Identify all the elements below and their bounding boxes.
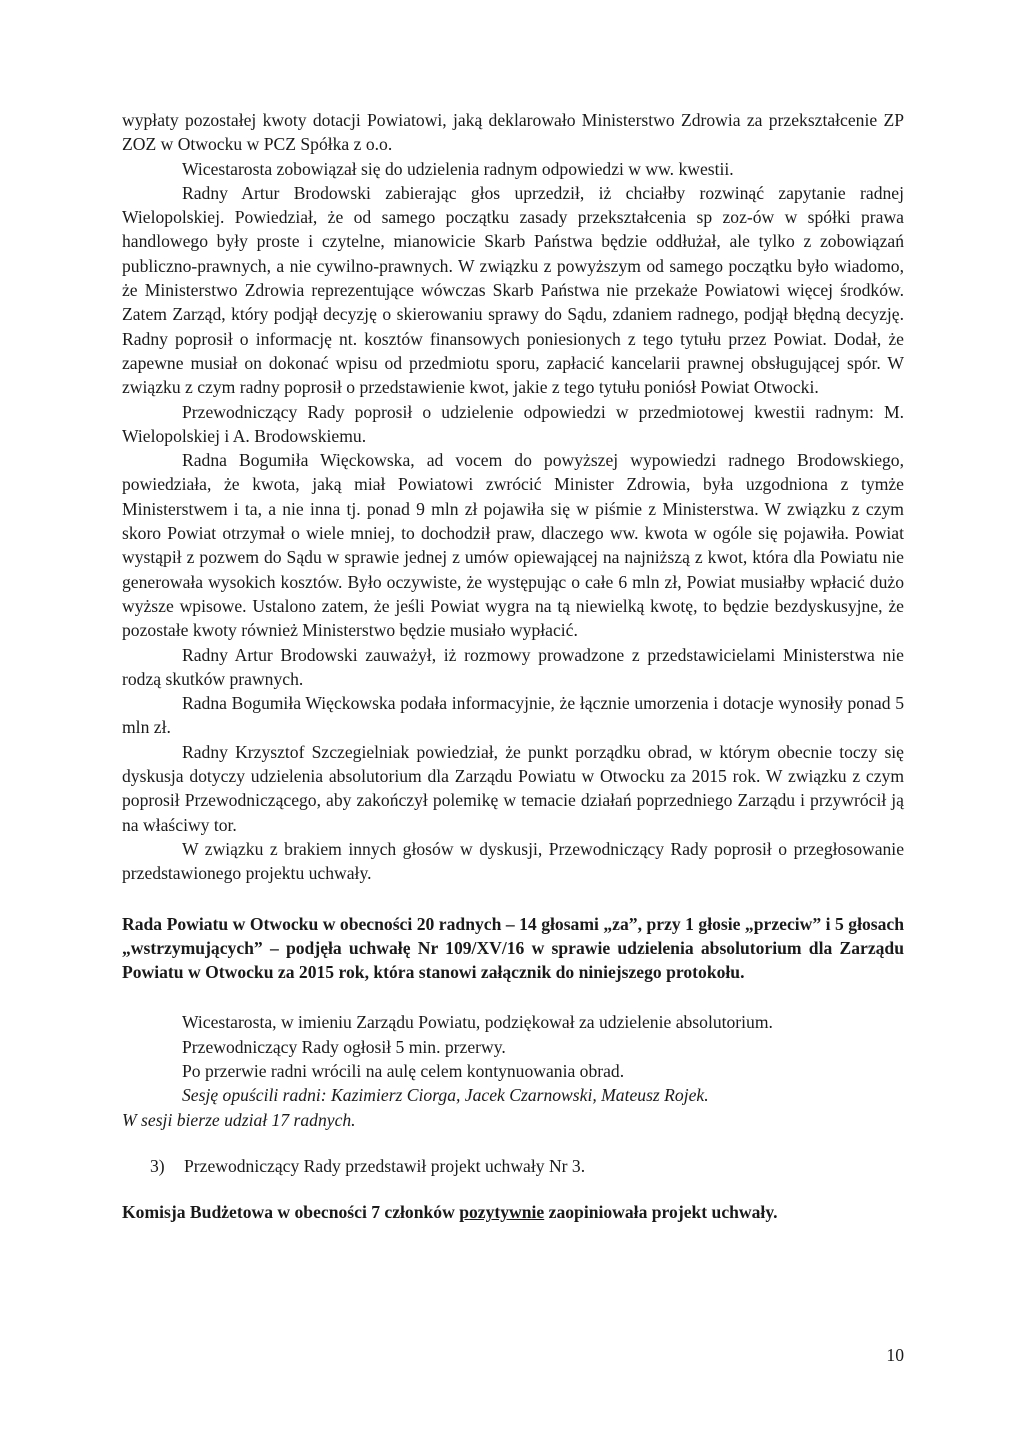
paragraph-vote-request: W związku z brakiem innych głosów w dyskusji, Przewodniczący Rady poprosił o przegłosowanie przedstawionego projektu uchwały.	[122, 838, 904, 884]
paragraph-szczegielniak: Radny Krzysztof Szczegielniak powiedział, że punkt porządku obrad, w którym obecnie toczy się dyskusja dotyczy udzielenia absolutorium dla Zarządu Powiatu w Otwocku za 2015 rok. W związku z czym poprosił Przewodniczącego, aby zakończył polemikę w temacie działań poprzedniego Zarządu i przywrócił ją na właściwy tor.	[122, 741, 904, 835]
paragraph-brodowski-question: Radny Artur Brodowski zabierając głos uprzedził, iż chciałby rozwinąć zapytanie radnej Wielopolskiej. Powiedział, że od samego początku zasady przekształcenia sp zoz-ów w spółki prawa handlowego były proste i czytelne, mianowicie Skarb Państwa będzie oddłużał, ale tylko z zobowiązań publiczno-prawnych, a nie cywilno-prawnych. W związku z powyższym od samego początku było wiadomo, że Ministerstwo Zdrowia reprezentujące wówczas Skarb Państwa nie przekaże Powiatowi więcej środków. Zatem Zarząd, który podjął decyzję o skierowaniu sprawy do Sądu, zdaniem radnego, podjął błędną decyzję. Radny poprosił o informację nt. kosztów finansowych poniesionych z tego tytułu przez Powiat. Dodał, że zapewne musiał on dokonać wpisu od przedmiotu sporu, zapłacić kancelarii prawnej obsługującej spór. W związku z czym radny poprosił o przedstawienie kwot, jakie z tego tytułu poniósł Powiat Otwocki.	[122, 182, 904, 398]
paragraph-chairman-request: Przewodniczący Rady poprosił o udzielenie odpowiedzi w przedmiotowej kwestii radnym: M. Wielopolskiej i A. Brodowskiemu.	[122, 401, 904, 446]
commission-after: zaopiniowała projekt uchwały.	[544, 1202, 778, 1223]
page-number: 10	[886, 1345, 904, 1365]
thanks-line: Wicestarosta, w imieniu Zarządu Powiatu, podziękował za udzielenie absolutorium.	[182, 1012, 773, 1033]
departed-councillors: Sesję opuścili radni: Kazimierz Ciorga, Jacek Czarnowski, Mateusz Rojek.	[182, 1085, 709, 1106]
agenda-item-text: Przewodniczący Rady przedstawił projekt uchwały Nr 3.	[184, 1155, 586, 1176]
after-resolution-block	[122, 1010, 904, 1083]
document-page	[122, 108, 904, 1224]
break-line: Przewodniczący Rady ogłosił 5 min. przerwy.	[182, 1036, 506, 1057]
paragraph-wieckowska-info: Radna Bogumiła Więckowska podała informacyjnie, że łącznie umorzenia i dotacje wynosiły ponad 5 mln zł.	[122, 693, 904, 738]
paragraph-vice-starost-answer: Wicestarosta zobowiązał się do udzielenia radnym odpowiedzi w ww. kwestii.	[182, 158, 734, 179]
attendance-line: W sesji bierze udział 17 radnych.	[122, 1109, 356, 1130]
agenda-item-number: 3)	[150, 1155, 165, 1176]
commission-opinion	[122, 1200, 904, 1224]
agenda-item	[122, 1154, 904, 1178]
resume-line: Po przerwie radni wrócili na aulę celem kontynuowania obrad.	[182, 1060, 625, 1081]
commission-underlined: pozytywnie	[459, 1202, 545, 1223]
commission-before: Komisja Budżetowa w obecności 7 członków	[122, 1202, 460, 1223]
resolution-statement: Rada Powiatu w Otwocku w obecności 20 radnych – 14 głosami „za”, przy 1 głosie „przeciw” i 5 głosach „wstrzymujących” – podjęła uchwałę Nr 109/XV/16 w sprawie udzielenia absolutorium dla Zarządu Powiatu w Otwocku za 2015 rok, która stanowi załącznik do niniejszego protokołu.	[122, 913, 904, 983]
paragraph-brodowski-remark: Radny Artur Brodowski zauważył, iż rozmowy prowadzone z przedstawicielami Ministerstwa nie rodzą skutków prawnych.	[122, 644, 904, 689]
paragraph-payment-remaining: wypłaty pozostałej kwoty dotacji Powiatowi, jaką deklarowało Ministerstwo Zdrowia za przekształcenie ZP ZOZ w Otwocku w PCZ Spółka z o.o.	[122, 110, 904, 155]
paragraph-wieckowska-response: Radna Bogumiła Więckowska, ad vocem do powyższej wypowiedzi radnego Brodowskiego, powiedziała, że kwota, jaką miał Powiatowi zwrócić Minister Zdrowia, była uzgodniona z tymże Ministerstwem i ta, a nie inna tj. ponad 9 mln zł pojawiła się w piśmie z Ministerstwa. W związku z czym skoro Powiat otrzymał o wiele mniej, to dochodził praw, dlaczego ww. kwota w ogóle się pojawiła. Powiat wystąpił z pozwem do Sądu w sprawie jednej z umów opiewającej na najniższą z kwot, która dla Powiatu nie generowała wysokich kosztów. Było oczywiste, że występując o całe 6 mln zł, Powiat musiałby wpłacić dużo wyższe wpisowe. Ustalono zatem, że jeśli Powiat wygra na tą niewielką kwotę, to będzie bezdyskusyjne, że pozostałe kwoty również Ministerstwo będzie musiało wypłacić.	[122, 450, 904, 641]
